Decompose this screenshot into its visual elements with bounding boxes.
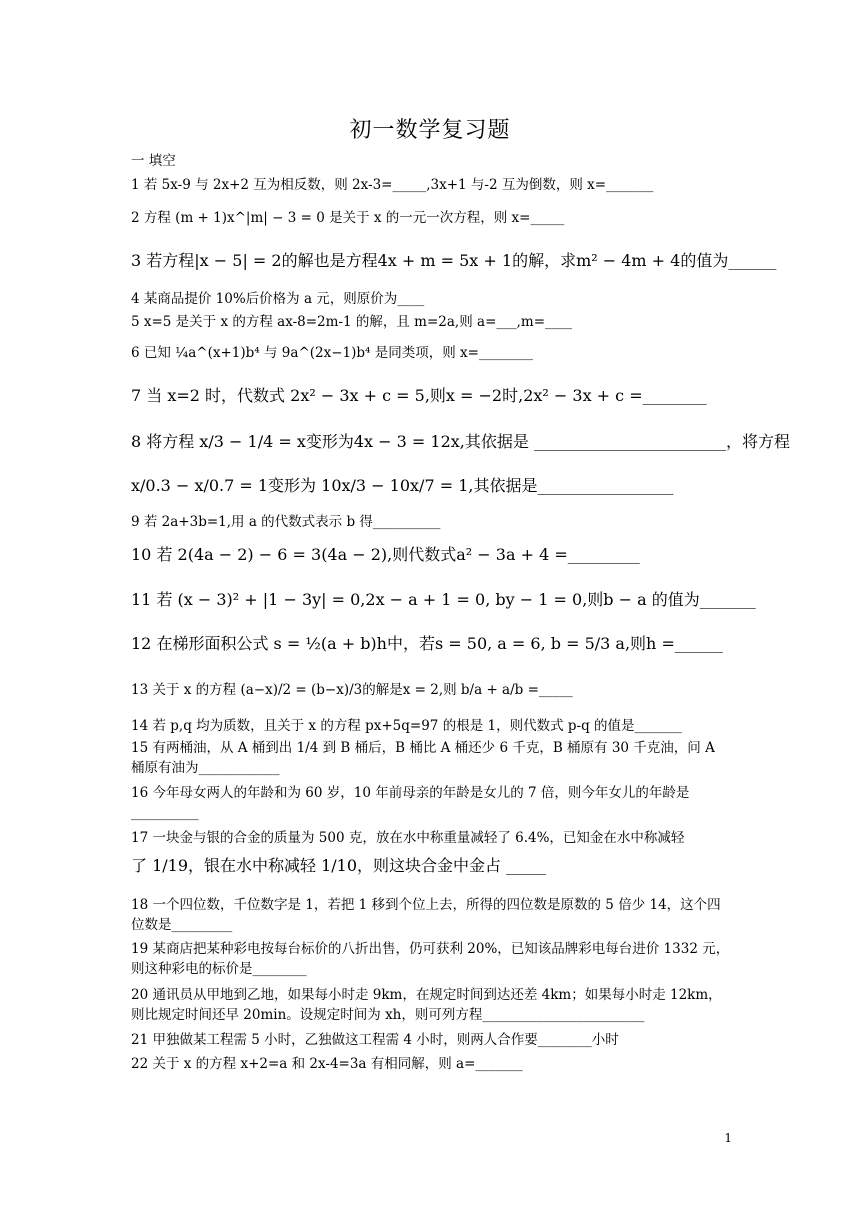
question-11: 11 若 (x − 3)² + |1 − 3y| = 0,2x − a + 1 = 0, by − 1 = 0,则b − a 的值为_______ <box>131 590 756 609</box>
question-21: 21 甲独做某工程需 5 小时，乙独做这工程需 4 小时，则两人合作要________小时 <box>131 1032 619 1048</box>
question-8: 8 将方程 x/3 − 1/4 = x变形为4x − 3 = 12x,其依据是 ________________________，将方程 <box>131 432 790 451</box>
question-2: 2 方程 (m + 1)x^|m| − 3 = 0 是关于 x 的一元一次方程，则 x=_____ <box>131 210 565 226</box>
question-1: 1 若 5x-9 与 2x+2 互为相反数，则 2x-3=_____,3x+1 与-2 互为倒数，则 x=_______ <box>131 177 654 193</box>
question-20: 20 通讯员从甲地到乙地，如果每小时走 9km，在规定时间到达还差 4km；如果每小时走 12km，则比规定时间还早 20min。设规定时间为 xh，则可列方程________________________ <box>131 987 722 1023</box>
question-8-continued: x/0.3 − x/0.7 = 1变形为 10x/3 − 10x/7 = 1,其依据是_________________ <box>131 476 674 495</box>
question-9: 9 若 2a+3b=1,用 a 的代数式表示 b 得__________ <box>131 514 441 530</box>
question-22: 22 关于 x 的方程 x+2=a 和 2x-4=3a 有相同解，则 a=_______ <box>131 1056 523 1072</box>
question-7: 7 当 x=2 时，代数式 2x² − 3x + c = 5,则x = −2时,2x² − 3x + c =________ <box>131 386 707 405</box>
question-13: 13 关于 x 的方程 (a−x)/2 = (b−x)/3的解是x = 2,则 b/a + a/b =_____ <box>131 682 573 698</box>
question-3: 3 若方程|x − 5| = 2的解也是方程4x + m = 5x + 1的解，求m² − 4m + 4的值为______ <box>131 251 777 270</box>
question-5: 5 x=5 是关于 x 的方程 ax-8=2m-1 的解，且 m=2a,则 a=___,m=____ <box>131 314 573 330</box>
question-14: 14 若 p,q 均为质数，且关于 x 的方程 px+5q=97 的根是 1，则代数式 p-q 的值是_______ <box>131 718 682 734</box>
page-title: 初一数学复习题 <box>349 118 511 143</box>
question-17-continued: 了 1/19，银在水中称减轻 1/10，则这块合金中金占 _____ <box>131 856 547 875</box>
question-16: 16 今年母女两人的年龄和为 60 岁，10 年前母亲的年龄是女儿的 7 倍，则今年女儿的年龄是__________ <box>131 785 690 821</box>
question-4: 4 某商品提价 10%后价格为 a 元，则原价为____ <box>131 291 425 307</box>
question-10: 10 若 2(4a − 2) − 6 = 3(4a − 2),则代数式a² − 3a + 4 =_________ <box>131 545 640 564</box>
question-12: 12 在梯形面积公式 s = ½(a + b)h中，若s = 50, a = 6, b = 5/3 a,则h =______ <box>131 634 723 653</box>
question-6: 6 已知 ¼a^(x+1)b⁴ 与 9a^(2x−1)b⁴ 是同类项，则 x=________ <box>131 345 533 361</box>
question-19: 19 某商店把某种彩电按每台标价的八折出售，仍可获利 20%，已知该品牌彩电每台进价 1332 元，则这种彩电的标价是________ <box>131 941 730 977</box>
page-number: 1 <box>724 1131 732 1145</box>
section-heading: 一 填空 <box>131 153 176 169</box>
question-18: 18 一个四位数，千位数字是 1，若把 1 移到个位上去，所得的四位数是原数的 5 倍少 14，这个四位数是_________ <box>131 897 721 933</box>
question-15: 15 有两桶油，从 A 桶到出 1/4 到 B 桶后，B 桶比 A 桶还少 6 千克，B 桶原有 30 千克油，问 A 桶原有油为____________ <box>131 740 715 776</box>
question-17: 17 一块金与银的合金的质量为 500 克，放在水中称重量减轻了 6.4%，已知金在水中称减轻 <box>131 830 685 846</box>
